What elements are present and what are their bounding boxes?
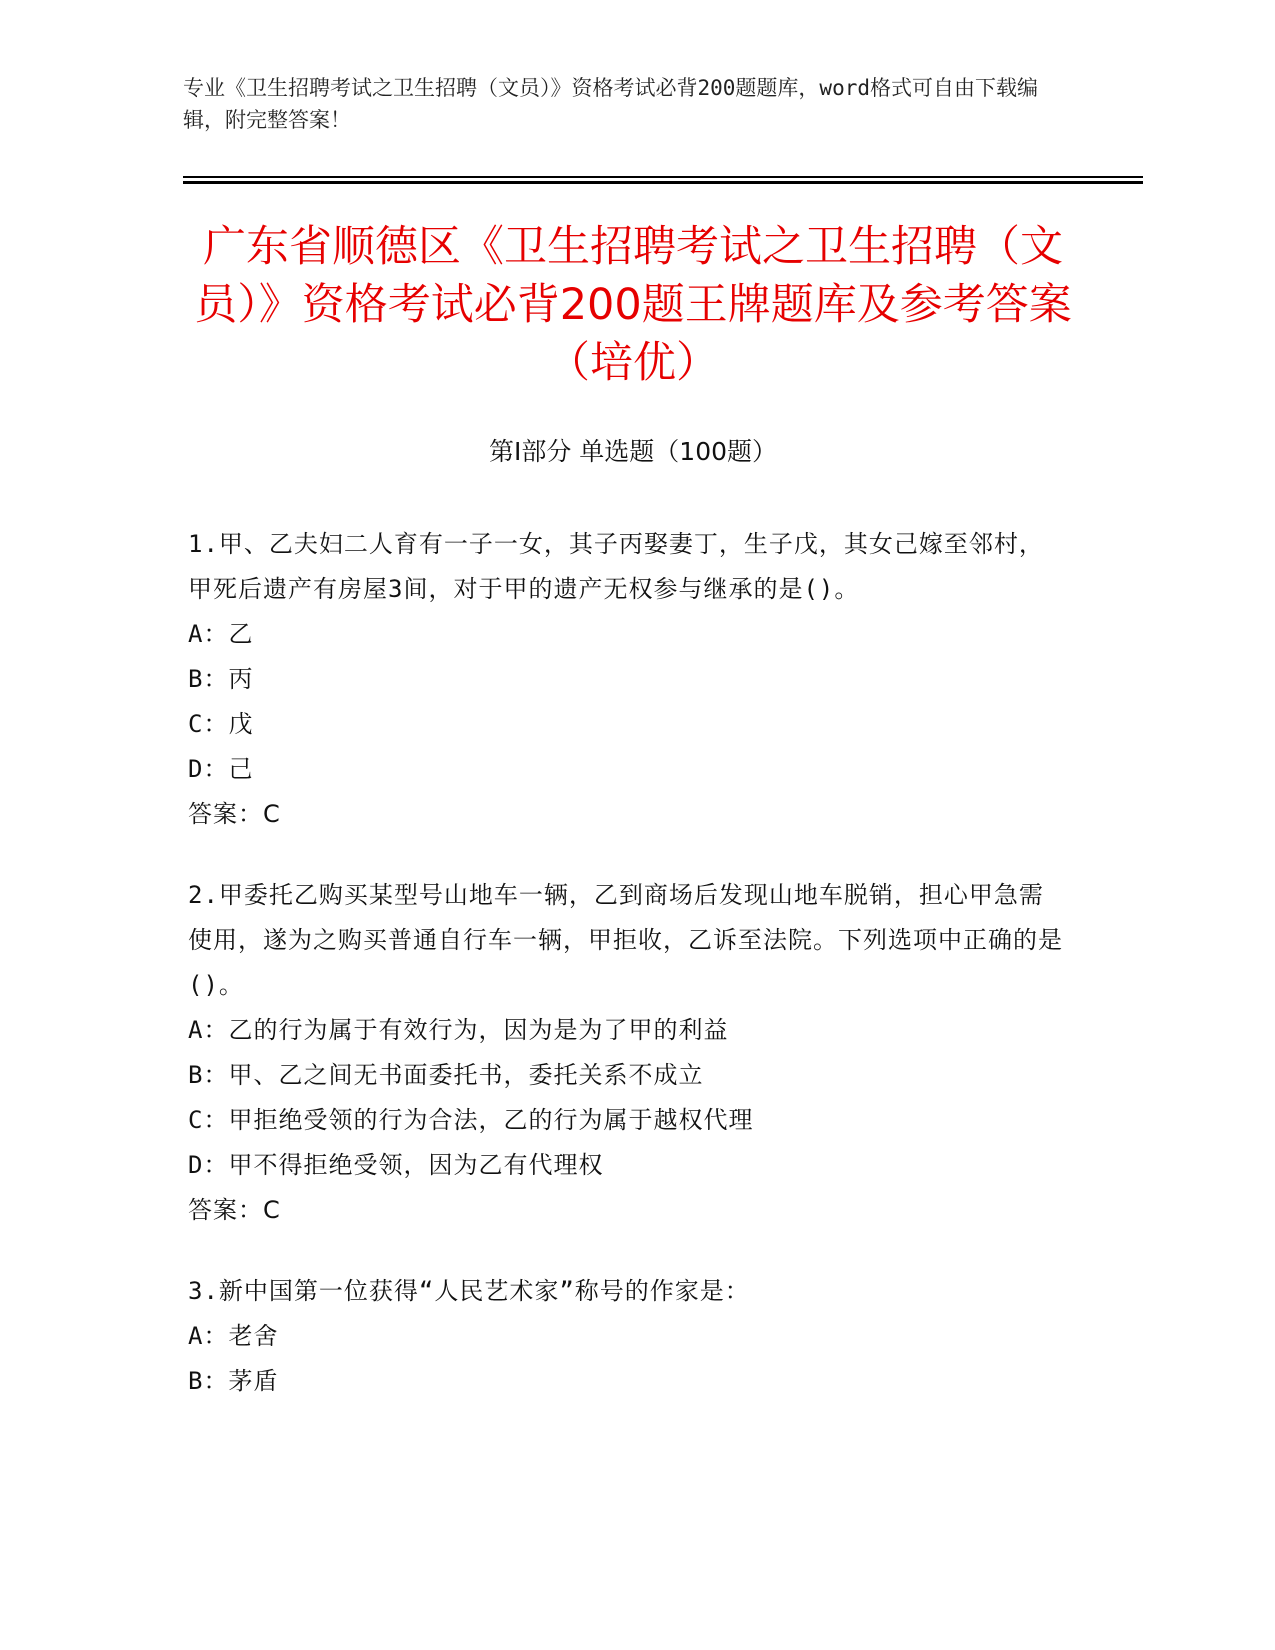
- question-text: 3.新中国第一位获得“人民艺术家”称号的作家是：: [188, 1277, 750, 1305]
- option-a: A：乙: [188, 620, 254, 648]
- option-d: D：己: [188, 755, 254, 783]
- question-2: [188, 873, 1068, 1233]
- section-title: 第Ⅰ部分 单选题（100题）: [488, 437, 778, 466]
- option-c: C：戊: [188, 710, 254, 738]
- option-a: A：乙的行为属于有效行为，因为是为了甲的利益: [188, 1016, 729, 1044]
- question-text: 1.甲、乙夫妇二人育有一子一女，其子丙娶妻丁，生子戊，其女己嫁至邻村，甲死后遗产有房屋3间，对于甲的遗产无权参与继承的是()。: [188, 530, 1044, 603]
- header-note: 专业《卫生招聘考试之卫生招聘（文员）》资格考试必背200题题库，word格式可自由下载编辑，附完整答案！: [183, 76, 1038, 132]
- option-b: B：茅盾: [188, 1367, 279, 1395]
- option-a: A：老舍: [188, 1322, 279, 1350]
- answer: 答案：C: [188, 1196, 281, 1224]
- option-d: D：甲不得拒绝受领，因为乙有代理权: [188, 1151, 604, 1179]
- option-c: C：甲拒绝受领的行为合法，乙的行为属于越权代理: [188, 1106, 754, 1134]
- option-b: B：甲、乙之间无书面委托书，委托关系不成立: [188, 1061, 704, 1089]
- question-text: 2.甲委托乙购买某型号山地车一辆，乙到商场后发现山地车脱销，担心甲急需使用，遂为之购买普通自行车一辆，甲拒收，乙诉至法院。下列选项中正确的是()。: [188, 881, 1063, 999]
- question-list: [188, 522, 1068, 1440]
- answer: 答案：C: [188, 800, 281, 828]
- header-divider-thick: [183, 181, 1143, 184]
- question-3: [188, 1269, 1068, 1404]
- question-1: [188, 522, 1068, 837]
- header-divider-thin: [183, 176, 1143, 178]
- option-b: B：丙: [188, 665, 254, 693]
- document-title: 广东省顺德区《卫生招聘考试之卫生招聘（文员）》资格考试必背200题王牌题库及参考答案（培优）: [194, 222, 1072, 388]
